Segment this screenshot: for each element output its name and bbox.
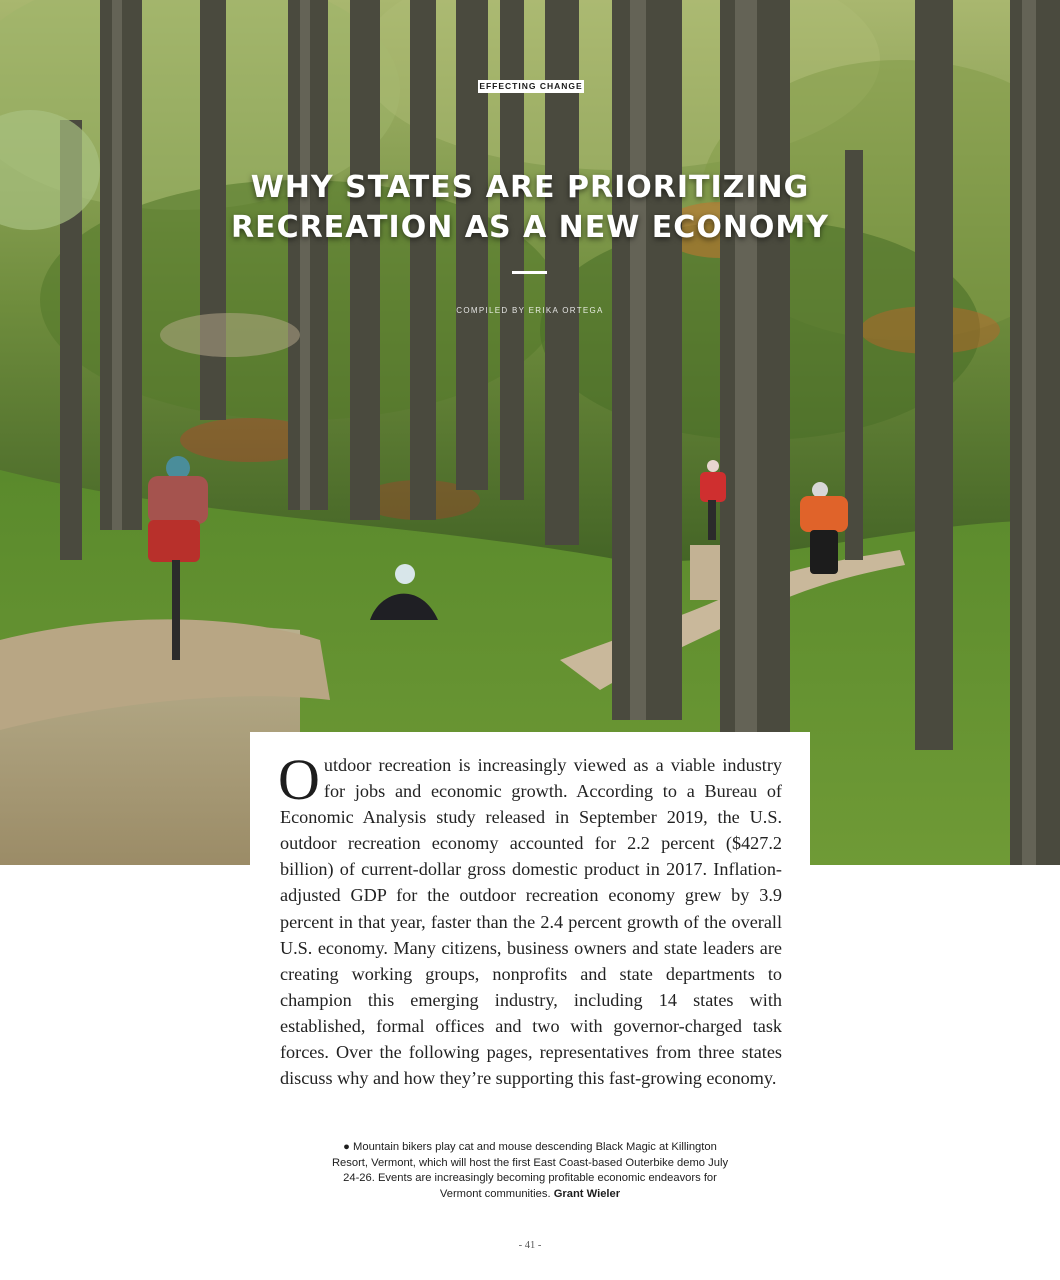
page-title-line-1: WHY STATES ARE PRIORITIZING xyxy=(250,170,810,205)
article-body xyxy=(278,747,782,1091)
page-title xyxy=(130,168,930,248)
drop-cap: O xyxy=(278,747,320,812)
title-divider xyxy=(512,271,547,274)
photo-credit: Grant Wieler xyxy=(553,1187,621,1200)
section-kicker: EFFECTING CHANGE xyxy=(479,81,583,91)
photo-caption xyxy=(330,1140,730,1202)
page-number: - 41 - xyxy=(518,1240,542,1251)
byline: COMPILED BY ERIKA ORTEGA xyxy=(456,306,604,315)
page-title-line-2: RECREATION AS A NEW ECONOMY xyxy=(230,210,830,245)
caption-bullet: ● xyxy=(343,1141,350,1153)
article-body-text: utdoor recreation is increasingly viewed as a viable industry for jobs and economic growth. According to a Bureau of Economic Analysis study released in September 2019, the U.S. outdoor recreation economy accounted for 2.2 percent ($427.2 billion) of current-dollar gross domestic product in 2017. Inflation-adjusted GDP for the outdoor recreation economy grew by 3.9 percent in that year, faster than the 2.4 percent growth of the overall U.S. economy. Many citizens, business owners and state leaders are creating working groups, nonprofits and state departments to champion this emerging industry, including 14 states with established, formal offices and two with governor-charged task forces. Over the following pages, representatives from three states discuss why and how they’re supporting this fast-growing economy. xyxy=(280,755,782,1089)
caption-text: Mountain bikers play cat and mouse descending Black Magic at Killington Resort, Vermont, which will host the first East Coast-based Outerbike demo July 24-26. Events are increasingly becoming profitable economic endeavors for Vermont communities. xyxy=(331,1141,729,1200)
article-body-box xyxy=(250,732,810,1089)
